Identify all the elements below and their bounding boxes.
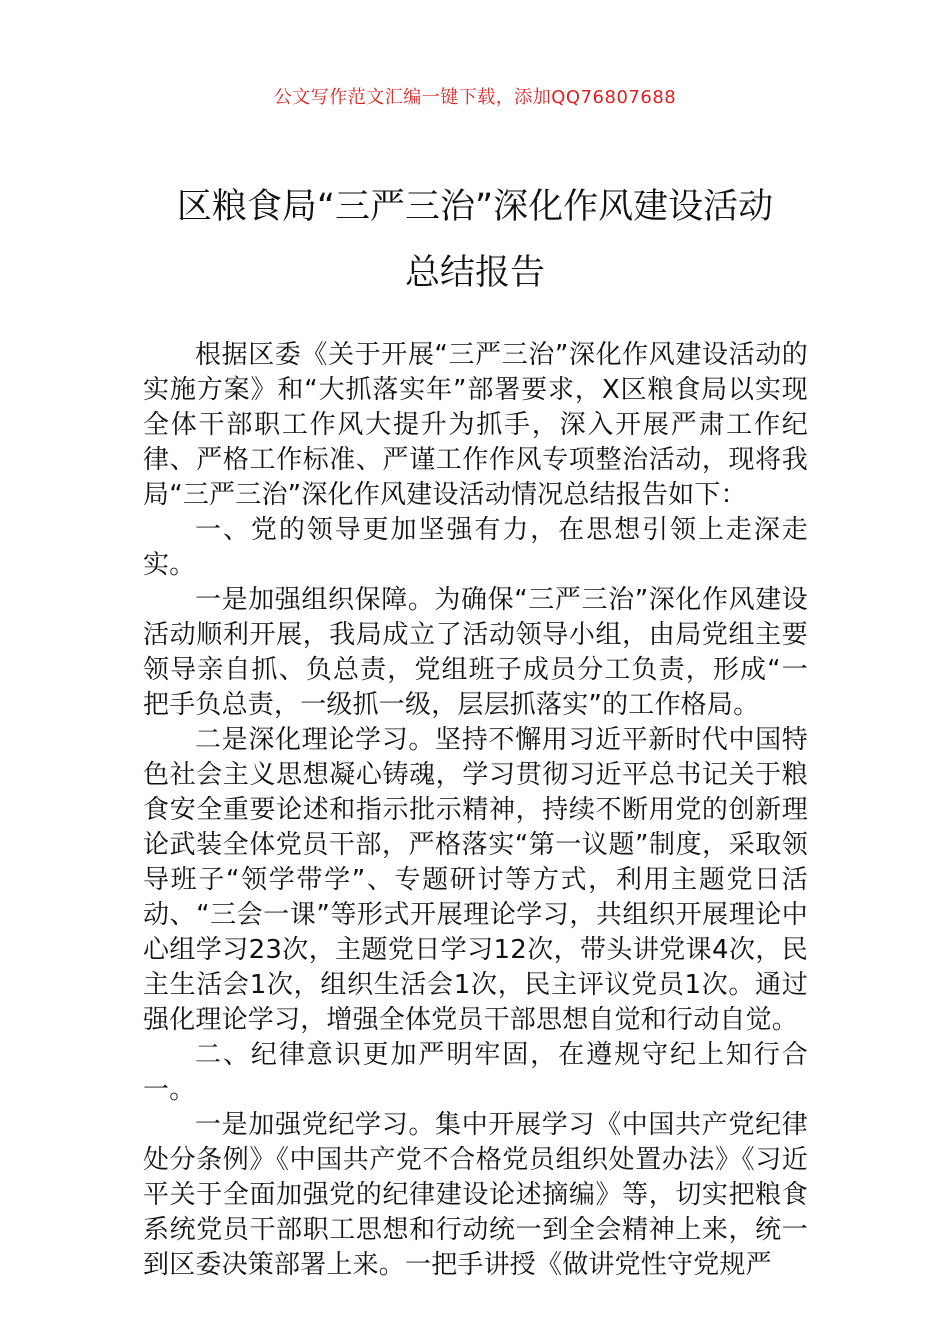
section-heading-1: 一、党的领导更加坚强有力，在思想引领上走深走实。 xyxy=(143,515,808,580)
paragraph-intro: 根据区委《关于开展“三严三治”深化作风建设活动的实施方案》和“大抓落实年”部署要求，X区粮食局以实现全体干部职工作风大提升为抓手，深入开展严肃工作纪律、严格工作标准、严谨工作作风专项整治活动，现将我局“三严三治”深化作风建设活动情况总结报告如下： xyxy=(143,340,808,510)
document-body xyxy=(143,338,808,1344)
header-watermark: 公文写作范文汇编一键下载，添加QQ76807688 xyxy=(273,87,677,108)
title-line-1: 区粮食局“三严三治”深化作风建设活动 xyxy=(176,187,774,227)
document-title xyxy=(120,174,830,306)
section-heading-2: 二、纪律意识更加严明牢固，在遵规守纪上知行合一。 xyxy=(143,1040,808,1105)
paragraph-discipline-study: 一是加强党纪学习。集中开展学习《中国共产党纪律处分条例》《中国共产党不合格党员组织处置办法》《习近平关于全面加强党的纪律建设论述摘编》等，切实把粮食系统党员干部职工思想和行动统一到全会精神上来，统一到区委决策部署上来。一把手讲授《做讲党性守党规严 xyxy=(143,1110,808,1280)
title-line-2: 总结报告 xyxy=(404,253,545,293)
paragraph-organization: 一是加强组织保障。为确保“三严三治”深化作风建设活动顺利开展，我局成立了活动领导小组，由局党组主要领导亲自抓、负总责，党组班子成员分工负责，形成“一把手负总责，一级抓一级，层层抓落实”的工作格局。 xyxy=(143,585,808,720)
paragraph-theory-study: 二是深化理论学习。坚持不懈用习近平新时代中国特色社会主义思想凝心铸魂，学习贯彻习近平总书记关于粮食安全重要论述和指示批示精神，持续不断用党的创新理论武装全体党员干部，严格落实“第一议题”制度，采取领导班子“领学带学”、专题研讨等方式，利用主题党日活动、“三会一课”等形式开展理论学习，共组织开展理论中心组学习23次，主题党日学习12次，带头讲党课4次，民主生活会1次，组织生活会1次，民主评议党员1次。通过强化理论学习，增强全体党员干部思想自觉和行动自觉。 xyxy=(143,725,808,1035)
